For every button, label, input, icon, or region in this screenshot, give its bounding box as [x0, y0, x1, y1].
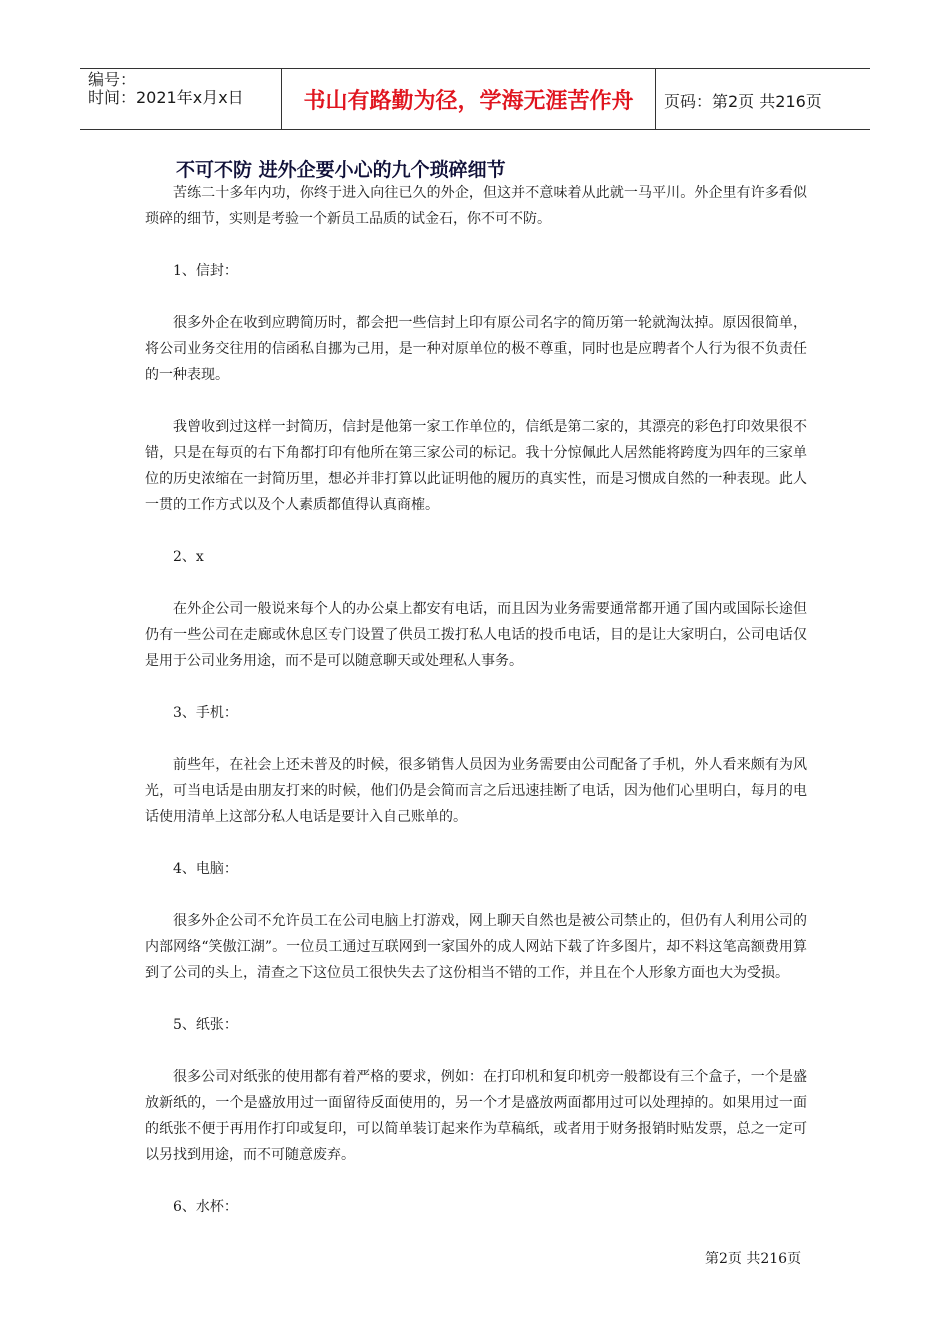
number-label: 编号：	[88, 70, 137, 89]
section-heading: 5、纸张：	[173, 1017, 238, 1033]
date-line: 时间：2021年x月x日	[88, 88, 244, 107]
header-page-info: 页码：第2页 共216页	[664, 92, 822, 111]
section-heading: 2、x	[173, 549, 204, 565]
page-header	[80, 68, 870, 130]
body-paragraph: 很多外企在收到应聘简历时，都会把一些信封上印有原公司名字的简历第一轮就淘汰掉。原因很简单，将公司业务交往用的信函私自挪为己用，是一种对原单位的极不尊重，同时也是应聘者个人行为很不负责任的一种表现。	[145, 315, 807, 383]
section-heading: 1、信封：	[173, 263, 238, 279]
section-heading: 3、手机：	[173, 705, 238, 721]
header-motto: 书山有路勤为径，学海无涯苦作舟	[281, 69, 656, 129]
body-paragraph: 在外企公司一般说来每个人的办公桌上都安有电话，而且因为业务需要通常都开通了国内或国际长途但仍有一些公司在走廊或休息区专门设置了供员工拨打私人电话的投币电话，目的是让大家明白，公司电话仅是用于公司业务用途，而不是可以随意聊天或处理私人事务。	[145, 601, 807, 669]
header-meta	[88, 71, 244, 107]
body-paragraph: 我曾收到过这样一封简历，信封是他第一家工作单位的，信纸是第二家的，其漂亮的彩色打印效果很不错，只是在每页的右下角都打印有他所在第三家公司的标记。我十分惊佩此人居然能将跨度为四年的三家单位的历史浓缩在一封简历里，想必并非打算以此证明他的履历的真实性，而是习惯成自然的一种表现。此人一贯的工作方式以及个人素质都值得认真商榷。	[145, 419, 807, 513]
section-heading: 4、电脑：	[173, 861, 238, 877]
body-paragraph: 前些年，在社会上还未普及的时候，很多销售人员因为业务需要由公司配备了手机，外人看来颇有为风光，可当电话是由朋友打来的时候，他们仍是会简而言之后迅速挂断了电话，因为他们心里明白，每月的电话使用清单上这部分私人电话是要计入自己账单的。	[145, 757, 807, 825]
section-heading: 6、水杯：	[173, 1199, 238, 1215]
page-footer: 第2页 共216页	[705, 1251, 802, 1267]
document-title: 不可不防 进外企要小心的九个琐碎细节	[176, 159, 506, 181]
document-body	[145, 180, 807, 1220]
body-paragraph: 很多公司对纸张的使用都有着严格的要求，例如：在打印机和复印机旁一般都设有三个盒子，一个是盛放新纸的，一个是盛放用过一面留待反面使用的，另一个才是盛放两面都用过可以处理掉的。如果用过一面的纸张不便于再用作打印或复印，可以简单装订起来作为草稿纸，或者用于财务报销时贴发票，总之一定可以另找到用途，而不可随意废弃。	[145, 1069, 807, 1163]
body-paragraph: 很多外企公司不允许员工在公司电脑上打游戏，网上聊天自然也是被公司禁止的，但仍有人利用公司的内部网络“笑傲江湖”。一位员工通过互联网到一家国外的成人网站下载了许多图片，却不料这笔高额费用算到了公司的头上，清查之下这位员工很快失去了这份相当不错的工作，并且在个人形象方面也大为受损。	[145, 913, 807, 981]
intro-paragraph: 苦练二十多年内功，你终于进入向往已久的外企，但这并不意味着从此就一马平川。外企里有许多看似琐碎的细节，实则是考验一个新员工品质的试金石，你不可不防。	[145, 185, 807, 227]
